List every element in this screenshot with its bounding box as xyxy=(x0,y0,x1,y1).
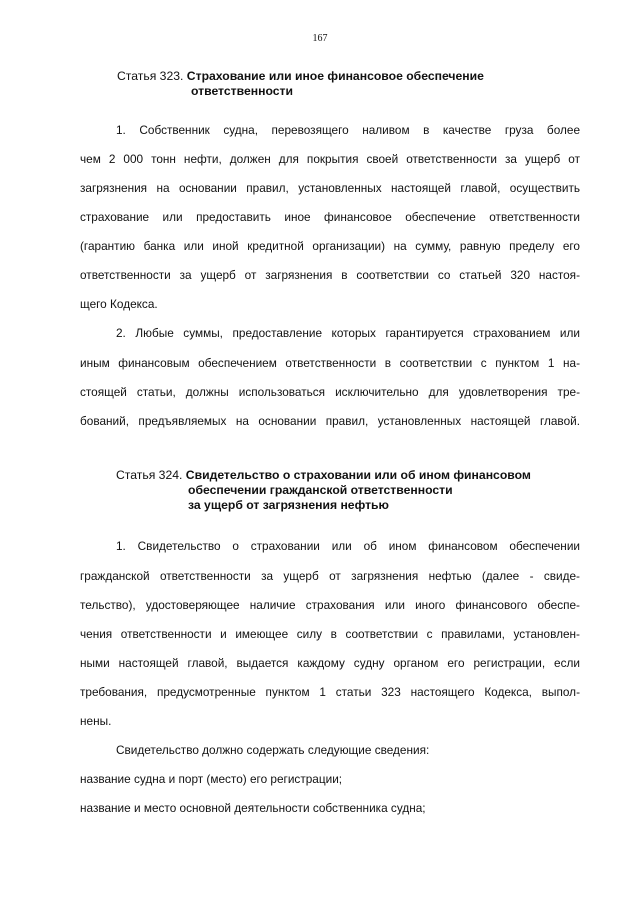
article-324-line-10: название и место основной деятельности собственника судна; xyxy=(80,801,426,815)
article-323-line-6: ответственности за ущерб от загрязнения в соответствии со статьей 320 настоя- xyxy=(80,268,580,282)
article-324-line-4: чения ответственности и имеющее силу в соответствии с правилами, установлен- xyxy=(80,627,580,641)
article-324-line-2: гражданской ответственности за ущерб от загрязнения нефтью (далее - свиде- xyxy=(80,569,580,583)
article-324-line-3: тельство), удостоверяющее наличие страхования или иного финансового обеспе- xyxy=(80,598,580,612)
article-323-line-5: (гарантию банка или иной кредитной организации) на сумму, равную пределу его xyxy=(80,239,580,253)
page-number: 167 xyxy=(312,33,328,44)
article-324-line-5: ными настоящей главой, выдается каждому судну органом его регистрации, если xyxy=(80,656,580,670)
article-324-line-1: 1. Свидетельство о страховании или об ином финансовом обеспечении xyxy=(116,539,580,553)
article-323-line-8: 2. Любые суммы, предоставление которых гарантируется страхованием или xyxy=(116,326,580,340)
article-323-title-line1: Страхование или иное финансовое обеспечение xyxy=(186,69,484,83)
article-323-heading xyxy=(117,69,484,99)
article-324-title-line1: Свидетельство о страховании или об ином финансовом xyxy=(185,468,531,482)
article-324-line-6: требования, предусмотренные пунктом 1 статьи 323 настоящего Кодекса, выпол- xyxy=(80,685,580,699)
article-323-line-3: загрязнения на основании правил, установленных настоящей главой, осуществить xyxy=(80,181,580,195)
article-324-title-line2: обеспечении гражданской ответственности xyxy=(188,483,453,497)
article-324-heading xyxy=(116,468,531,513)
article-323-title-line2: ответственности xyxy=(191,84,293,98)
article-323-line-2: чем 2 000 тонн нефти, должен для покрытия своей ответственности за ущерб от xyxy=(80,152,580,166)
article-324-line-8: Свидетельство должно содержать следующие сведения: xyxy=(116,743,430,757)
article-323-line-11: бований, предъявляемых на основании правил, установленных настоящей главой. xyxy=(80,414,580,428)
article-324-line-9: название судна и порт (место) его регистрации; xyxy=(80,772,343,786)
article-323-line-9: иным финансовым обеспечением ответственности в соответствии с пунктом 1 на- xyxy=(80,356,580,370)
article-323-line-7: щего Кодекса. xyxy=(80,297,158,311)
article-323-label: Статья 323. xyxy=(117,69,184,83)
article-324-label: Статья 324. xyxy=(116,468,183,482)
article-324-title-line3: за ущерб от загрязнения нефтью xyxy=(188,498,389,512)
article-323-line-4: страхование или предоставить иное финансовое обеспечение ответственности xyxy=(80,210,580,224)
article-324-line-7: нены. xyxy=(80,714,112,728)
article-323-line-10: стоящей статьи, должны использоваться исключительно для удовлетворения тре- xyxy=(80,385,580,399)
article-323-line-1: 1. Собственник судна, перевозящего наливом в качестве груза более xyxy=(116,123,580,137)
